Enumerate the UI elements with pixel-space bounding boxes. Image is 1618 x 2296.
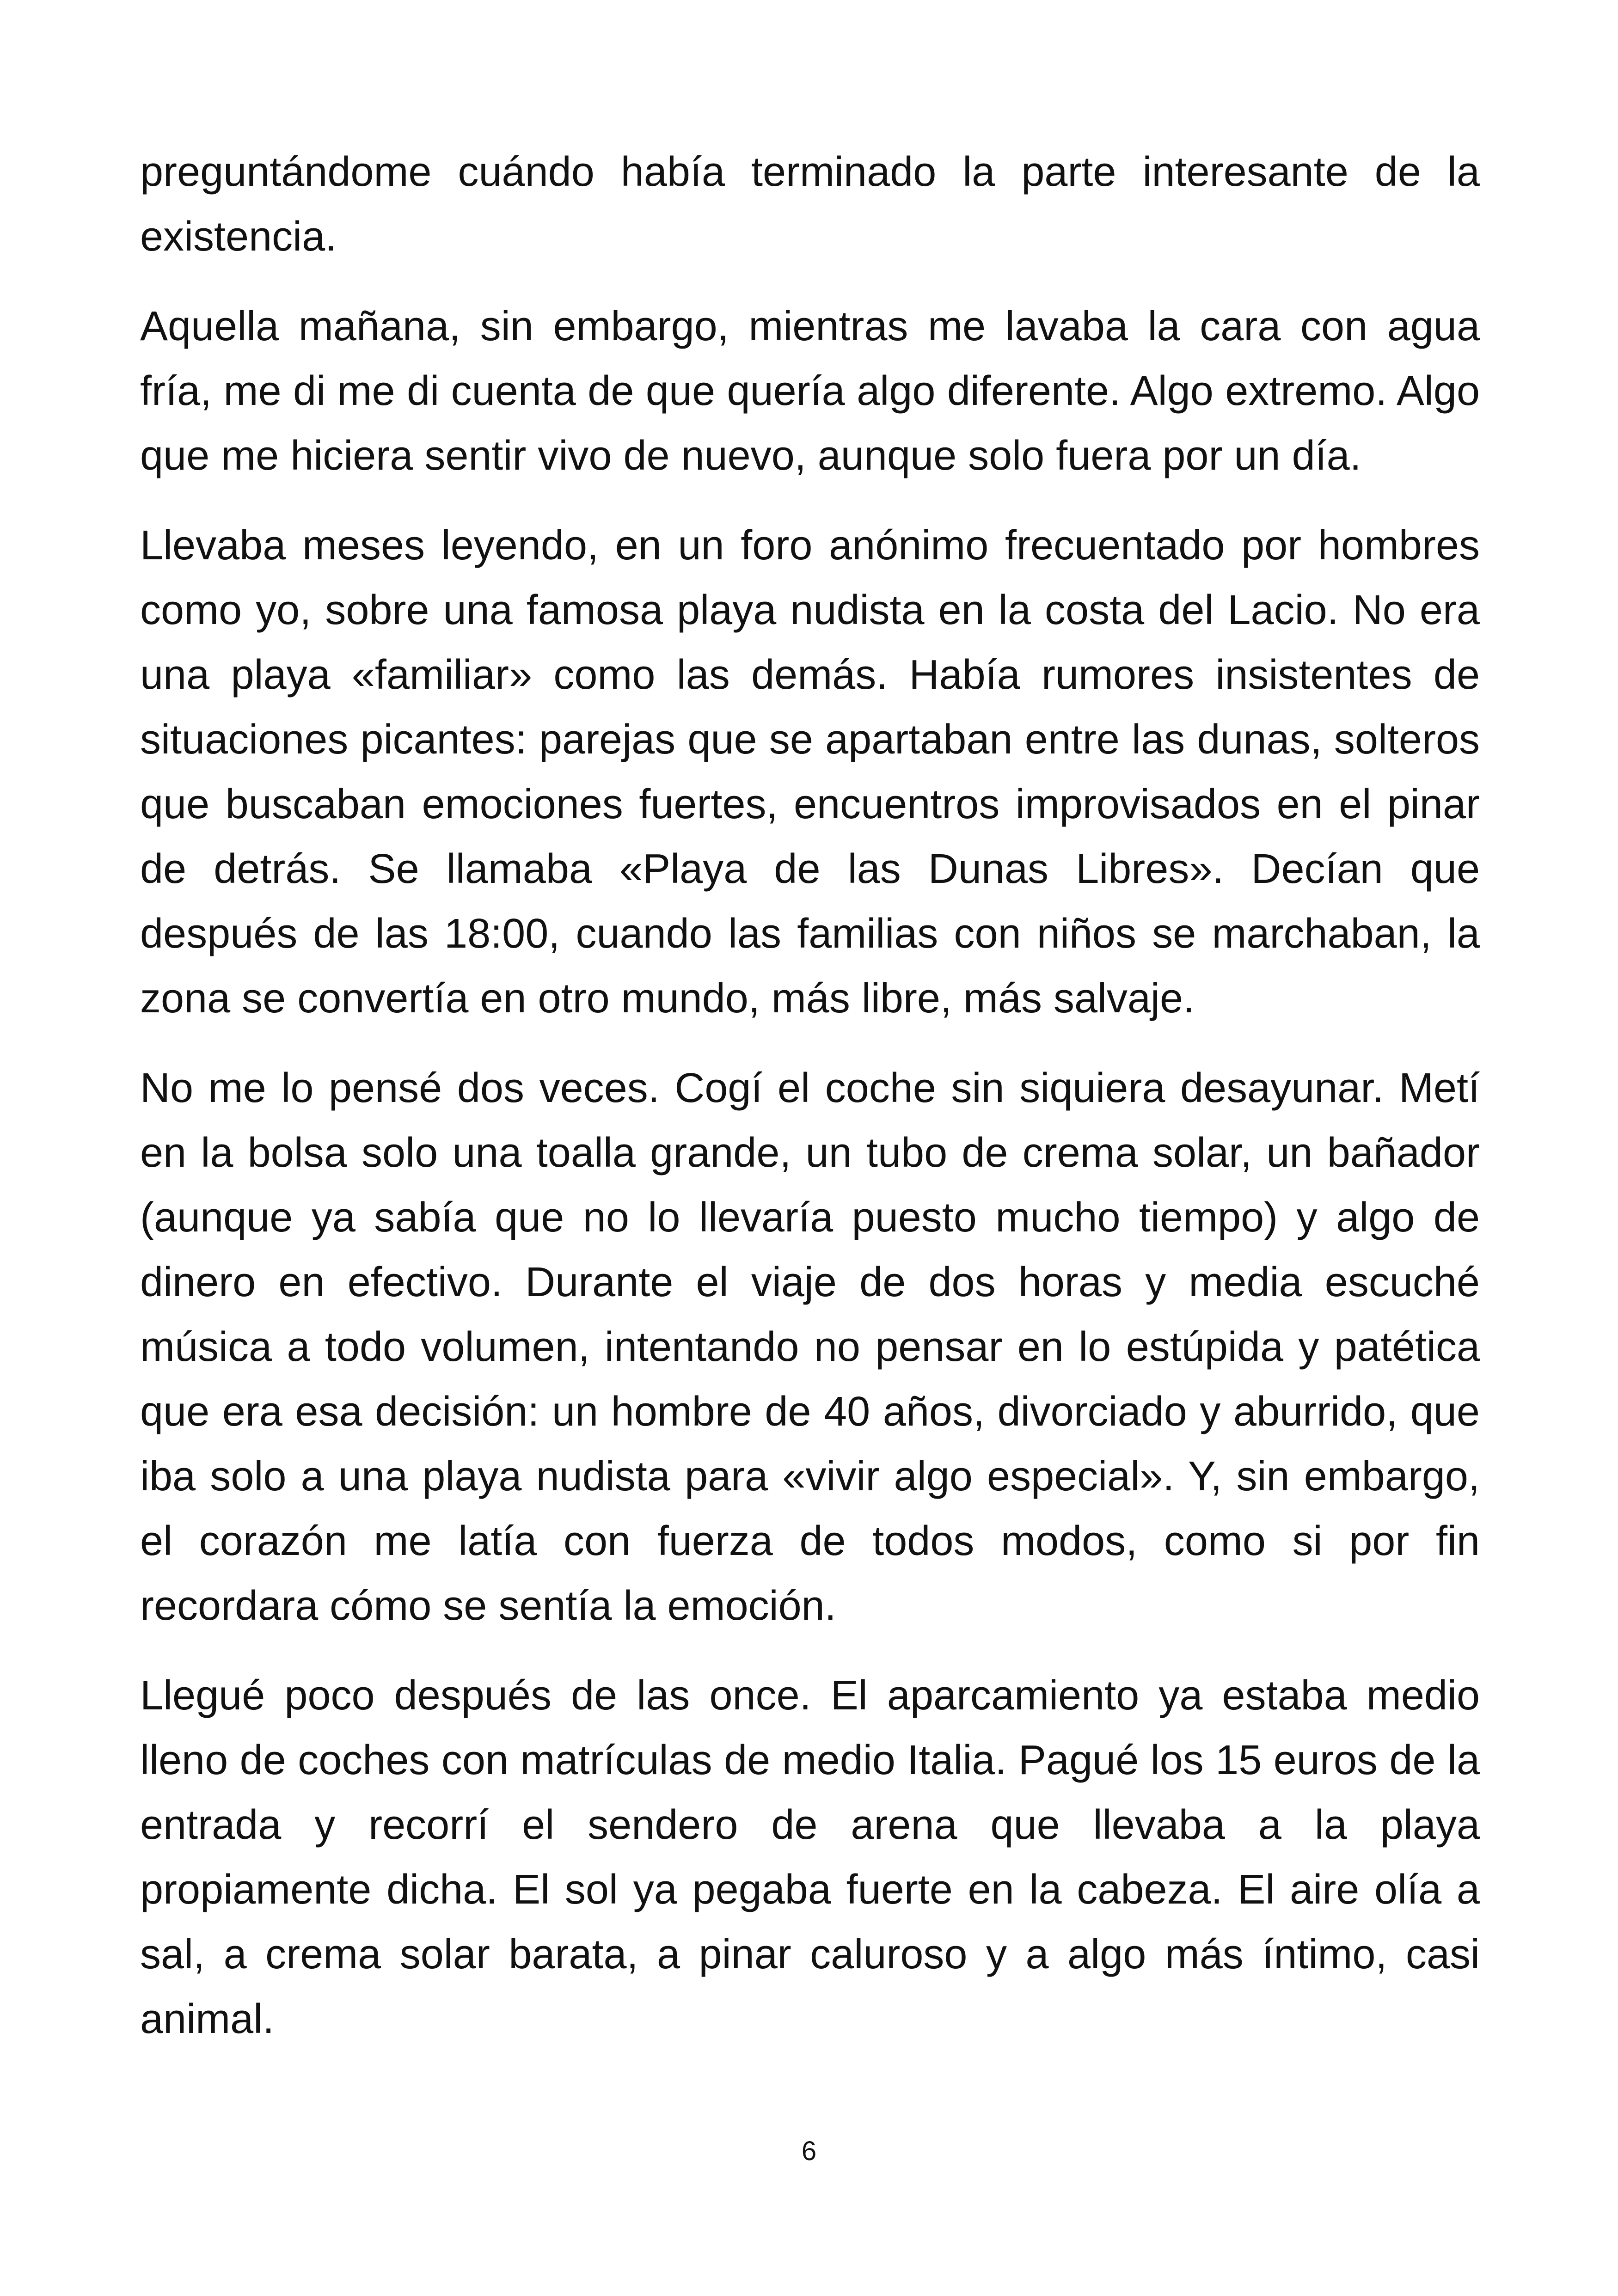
- paragraph-4: No me lo pensé dos veces. Cogí el coche sin siquiera desayunar. Metí en la bolsa solo una toalla grande, un tubo de crema solar, un bañador (aunque ya sabía que no lo llevaría puesto mucho tiempo) y algo de dinero en efectivo. Durante el viaje de dos horas y media escuché música a todo volumen, intentando no pensar en lo estúpida y patética que era esa decisión: un hombre de 40 años, divorciado y aburrido, que iba solo a una playa nudista para «vivir algo especial». Y, sin embargo, el corazón me latía con fuerza de todos modos, como si por fin recordara cómo se sentía la emoción.: [140, 1065, 1480, 1629]
- paragraph-1: preguntándome cuándo había terminado la parte interesante de la existencia.: [140, 149, 1480, 260]
- page-number: 6: [801, 2136, 817, 2166]
- paragraph-3: Llevaba meses leyendo, en un foro anónimo frecuentado por hombres como yo, sobre una famosa playa nudista en la costa del Lacio. No era una playa «familiar» como las demás. Había rumores insistentes de situaciones picantes: parejas que se apartaban entre las dunas, solteros que buscaban emociones fuertes, encuentros improvisados en el pinar de detrás. Se llamaba «Playa de las Dunas Libres». Decían que después de las 18:00, cuando las familias con niños se marchaban, la zona se convertía en otro mundo, más libre, más salvaje.: [140, 522, 1480, 1022]
- paragraph-5: Llegué poco después de las once. El aparcamiento ya estaba medio lleno de coches con matrículas de medio Italia. Pagué los 15 euros de la entrada y recorrí el sendero de arena que llevaba a la playa propiamente dicha. El sol ya pegaba fuerte en la cabeza. El aire olía a sal, a crema solar barata, a pinar caluroso y a algo más íntimo, casi animal.: [140, 1672, 1480, 2042]
- paragraph-2: Aquella mañana, sin embargo, mientras me lavaba la cara con agua fría, me di me di cuenta de que quería algo diferente. Algo extremo. Algo que me hiciera sentir vivo de nuevo, aunque solo fuera por un día.: [140, 303, 1480, 479]
- body-text: [140, 140, 1480, 2076]
